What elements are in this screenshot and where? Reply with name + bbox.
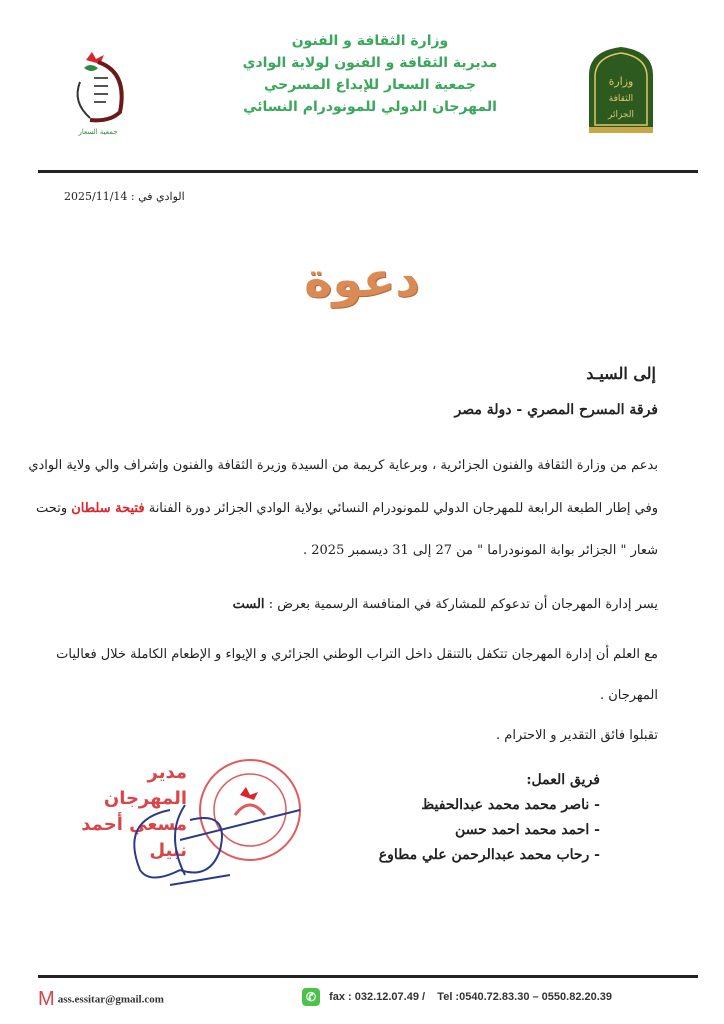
body-line [36, 501, 658, 516]
show-title: الست [232, 597, 265, 612]
artist-name: فتيحة سلطان [71, 501, 145, 516]
svg-text:وزارة: وزارة [608, 75, 634, 88]
ministry-logo [585, 45, 657, 133]
footer-divider [38, 975, 698, 978]
association-logo [58, 42, 138, 137]
header-divider [38, 170, 698, 173]
body-line: بدعم من وزارة الثقافة والفنون الجزائرية ، وبرعاية كريمة من السيدة وزيرة الثقافة والفنون وإشراف والي ولاية الوادي [28, 458, 658, 473]
document-title: دعوة [304, 252, 420, 308]
body-line: المهرجان . [599, 688, 658, 703]
svg-text:جمعية السعار: جمعية السعار [78, 128, 118, 136]
body-text: وفي إطار الطبعة الرابعة للمهرجان الدولي للمونودرام النسائي بولاية الوادي الجزائر دورة الفنانة [148, 501, 658, 516]
signatory-name: مسعي أحمد نبيل [81, 814, 187, 861]
phone-icon: ✆ [302, 988, 320, 1006]
addressee-name: فرقة المسرح المصري - دولة مصر [454, 402, 658, 418]
team-list [379, 768, 600, 868]
letterhead-line: جمعية السعار للإبداع المسرحي [264, 77, 476, 93]
email-address: ass.essitar@gmail.com [57, 993, 164, 1006]
letterhead-line: مديرية الثقافة و الفنون لولاية الوادي [242, 55, 498, 71]
signatory-title: مدير المهرجان [103, 762, 187, 809]
team-member: - رحاب محمد عبدالرحمن علي مطاوع [378, 847, 600, 863]
svg-text:الجزائر: الجزائر [608, 110, 634, 120]
letterhead [190, 30, 550, 118]
letterhead-line: وزارة الثقافة و الفنون [291, 33, 449, 49]
body-line: مع العلم أن إدارة المهرجان تتكفل بالتنقل داخل التراب الوطني الجزائري و الإيواء و الإطعام الكاملة خلال فعاليات [56, 647, 658, 662]
team-member: - ناصر محمد محمد عبدالحفيظ [421, 797, 600, 813]
closing-line: تقبلوا فائق التقدير و الاحترام . [496, 728, 658, 743]
footer-email [38, 988, 164, 1011]
gmail-icon: M [38, 988, 55, 1010]
handwritten-signature [110, 790, 310, 900]
letterhead-line: المهرجان الدولي للمونودرام النسائي [243, 99, 497, 115]
body-text: وتحت [36, 501, 68, 516]
svg-text:الثقافة: الثقافة [608, 94, 634, 104]
date-line: الوادي في : 2025/11/14 [64, 190, 185, 203]
team-heading: فريق العمل: [526, 772, 600, 788]
body-line: شعار " الجزائر بوابة المونودراما " من 27 إلى 31 ديسمبر 2025 . [303, 543, 658, 558]
body-line [233, 597, 658, 612]
addressee-to: إلى السيـد [586, 364, 656, 383]
footer-phones [302, 988, 612, 1006]
team-member: - احمد محمد احمد حسن [454, 822, 600, 838]
body-text: يسر إدارة المهرجان أن تدعوكم للمشاركة في المنافسة الرسمية بعرض : [268, 597, 658, 612]
phone-numbers: fax : 032.12.07.49 / Tel :0540.72.83.30 – 0550.82.20.39 [329, 991, 613, 1003]
